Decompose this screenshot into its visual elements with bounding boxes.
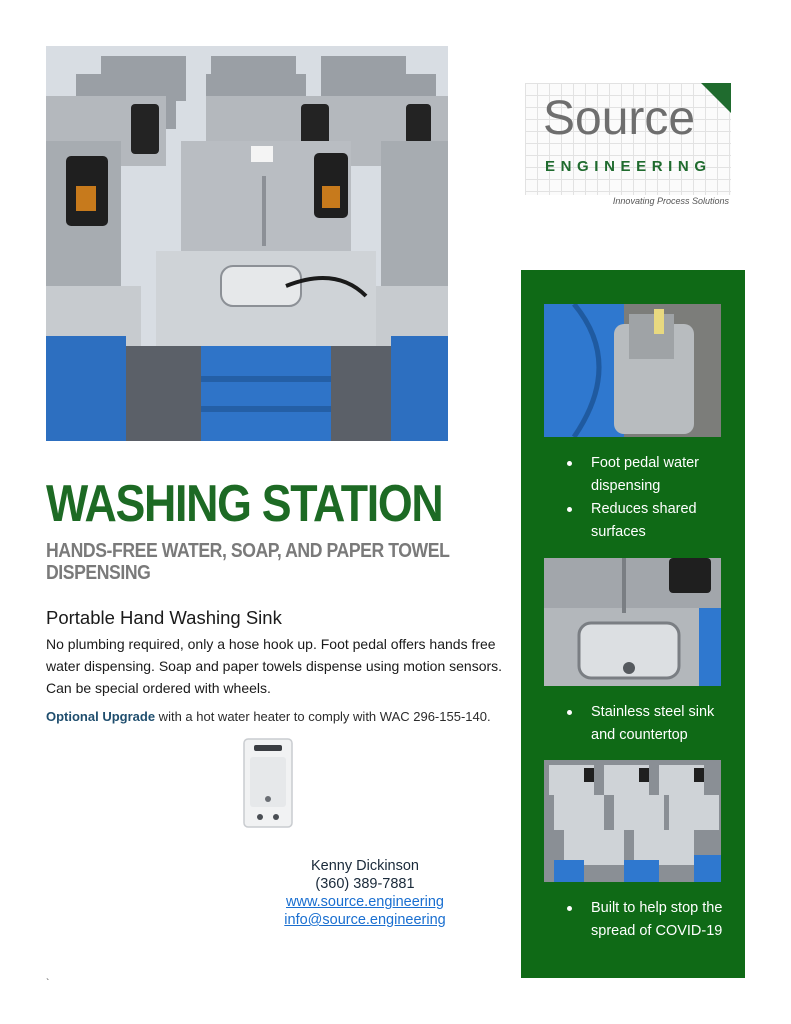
- upgrade-note: [46, 709, 491, 724]
- source-engineering-logo: [525, 83, 731, 206]
- page-subtitle: HANDS-FREE WATER, SOAP, AND PAPER TOWEL DISPENSING: [46, 539, 450, 584]
- website-link[interactable]: www.source.engineering: [286, 894, 444, 910]
- section-body: No plumbing required, only a hose hook up. Foot pedal offers hands free water dispensing. Soap and paper towels dispense using motion sensors. Can be special ordered with wheels.: [46, 636, 503, 696]
- sink-photo: [544, 558, 721, 686]
- contact-block: [160, 857, 570, 929]
- upgrade-rest: with a hot water heater to comply with WAC 296-155-140.: [155, 709, 491, 724]
- bullet-text: Built to help stop the spread of COVID-19: [591, 900, 723, 939]
- logo-tagline: Innovating Process Solutions: [612, 196, 729, 206]
- bullet-dot-icon: [567, 507, 572, 512]
- footnote-mark: `: [46, 978, 50, 989]
- water-heater-image: [240, 737, 296, 829]
- bullet-list-3: [545, 897, 735, 943]
- bullet-dot-icon: [567, 710, 572, 715]
- email-link[interactable]: info@source.engineering: [284, 912, 446, 928]
- upgrade-bold: Optional Upgrade: [46, 709, 156, 724]
- feature-panel: [521, 270, 745, 978]
- bullet-list-1: [545, 452, 735, 544]
- bullet-list-2: [545, 701, 735, 747]
- logo-sub: ENGINEERING: [545, 158, 712, 175]
- foot-pedal-photo: [544, 304, 721, 437]
- bullet-item: [545, 452, 735, 498]
- stations-photo: [544, 760, 721, 882]
- contact-phone: (360) 389-7881: [315, 876, 415, 892]
- section-heading: Portable Hand Washing Sink: [46, 607, 282, 628]
- logo-word: Source: [543, 92, 696, 145]
- page-title: WASHING STATION: [46, 475, 443, 533]
- bullet-item: [545, 897, 735, 943]
- contact-name: Kenny Dickinson: [311, 858, 419, 874]
- bullet-dot-icon: [567, 461, 572, 466]
- bullet-item: [545, 498, 735, 544]
- bullet-item: [545, 701, 735, 747]
- logo-corner-mark: [701, 83, 731, 113]
- bullet-text: Reduces shared surfaces: [591, 501, 697, 540]
- hero-photo-washing-stations: [46, 46, 448, 441]
- bullet-text: Foot pedal water dispensing: [591, 455, 700, 494]
- bullet-dot-icon: [567, 906, 572, 911]
- bullet-text: Stainless steel sink and countertop: [591, 704, 715, 743]
